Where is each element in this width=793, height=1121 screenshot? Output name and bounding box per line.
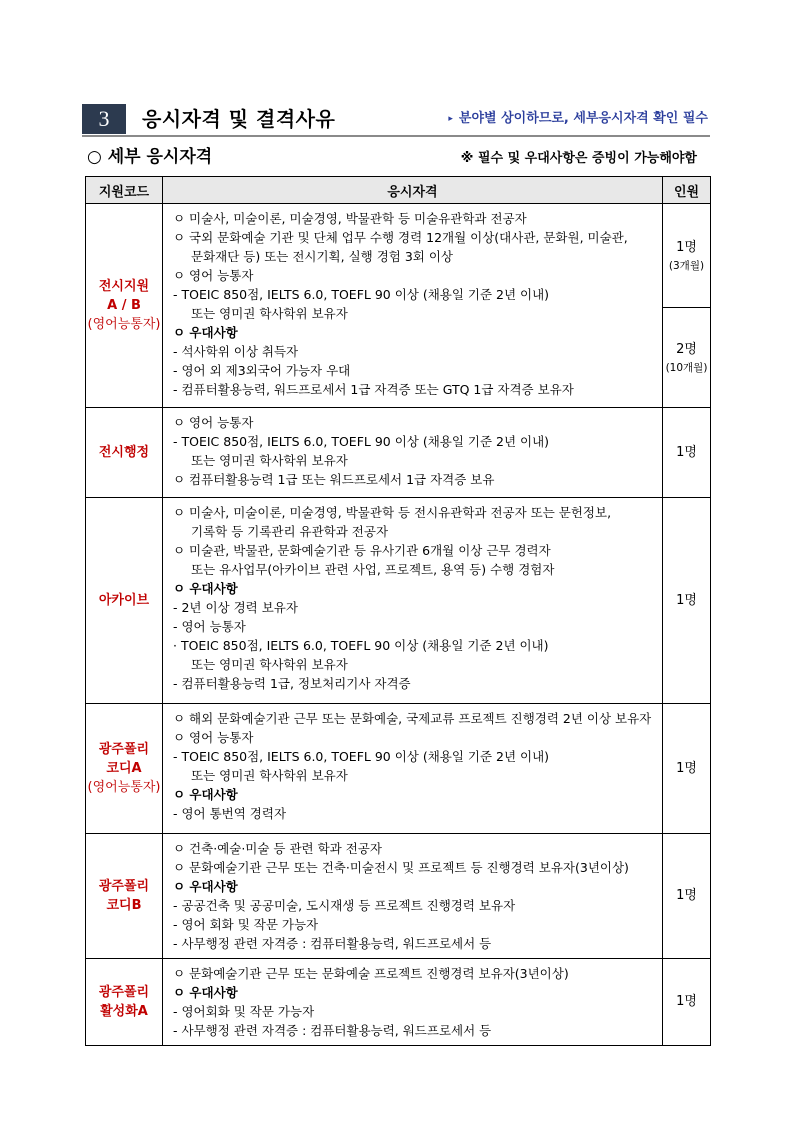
qualification-line: 문화재단 등) 또는 전시기획, 실행 경험 3회 이상 [191, 249, 453, 264]
qualification-cell [163, 834, 663, 959]
support-code-sub: (영어능통자) [87, 317, 161, 332]
qualification-line: ㅇ 문화예술기관 근무 또는 문화예술 프로젝트 진행경력 보유자(3년이상) [173, 966, 569, 981]
qualification-line: 또는 유사업무(아카이브 관련 사업, 프로젝트, 용역 등) 수행 경험자 [191, 562, 555, 577]
qualification-line: - 사무행정 관련 자격증 : 컴퓨터활용능력, 워드프로세서 등 [173, 936, 492, 951]
qualification-line: - 컴퓨터활용능력, 워드프로세서 1급 자격증 또는 GTQ 1급 자격증 보유자 [173, 382, 574, 397]
qualification-line: ㅇ 해외 문화예술기관 근무 또는 문화예술, 국제교류 프로젝트 진행경력 2년 이상 보유자 [173, 711, 652, 726]
qualification-line: - 영어 능통자 [173, 619, 246, 634]
header-count: 인원 [663, 177, 711, 204]
table-row [86, 704, 711, 834]
headcount-cell [663, 408, 711, 498]
qualification-line: - 영어 회화 및 작문 가능자 [173, 917, 319, 932]
support-code [86, 204, 163, 408]
header-code: 지원코드 [86, 177, 163, 204]
headcount-cell [663, 704, 711, 834]
section-note [448, 110, 708, 128]
qualification-line: 또는 영미권 학사학위 보유자 [191, 306, 348, 321]
headcount-value: 1명 [676, 239, 697, 255]
qualification-cell [163, 408, 663, 498]
headcount-period: (10개월) [665, 361, 708, 374]
support-code [86, 408, 163, 498]
headcount-value: 1명 [676, 888, 697, 903]
header-qualification: 응시자격 [163, 177, 663, 204]
preference-heading: ㅇ 우대사항 [173, 787, 238, 802]
table-body [86, 204, 711, 1046]
qualification-line: ㅇ 영어 능통자 [173, 268, 254, 283]
qualification-cell [163, 704, 663, 834]
qualification-cell [163, 204, 663, 408]
headcount-value: 1명 [676, 444, 697, 460]
preference-heading: ㅇ 우대사항 [173, 879, 238, 894]
support-code [86, 959, 163, 1046]
table-row [86, 498, 711, 704]
qualification-line: - TOEIC 850점, IELTS 6.0, TOEFL 90 이상 (채용일 기준 2년 이내) [173, 434, 550, 449]
qualification-line: - 석사학위 이상 취득자 [173, 344, 299, 359]
headcount-period: (3개월) [668, 259, 705, 272]
qualification-cell [163, 959, 663, 1046]
qualification-line: 또는 영미권 학사학위 보유자 [191, 768, 348, 783]
section-header [82, 104, 710, 134]
support-code-line: 전시지원 [98, 279, 150, 294]
support-code [86, 834, 163, 959]
table-row [86, 834, 711, 959]
table-row [86, 408, 711, 498]
qualification-line: - 사무행정 관련 자격증 : 컴퓨터활용능력, 워드프로세서 등 [173, 1023, 492, 1038]
table-row [86, 204, 711, 308]
qualification-line: ㅇ 국외 문화예술 기관 및 단체 업무 수행 경력 12개월 이상(대사관, 문화원, 미술관, [173, 230, 628, 245]
qualification-line: - 영어회화 및 작문 가능자 [173, 1004, 315, 1019]
qualification-line: ㅇ 영어 능통자 [173, 730, 254, 745]
qualification-line: ㅇ 미술관, 박물관, 문화예술기관 등 유사기관 6개월 이상 근무 경력자 [173, 543, 551, 558]
support-code-line: 아카이브 [98, 593, 150, 608]
support-code-line: A / B [107, 298, 141, 313]
headcount-cell [663, 308, 711, 408]
qualification-line: - 2년 이상 경력 보유자 [173, 600, 298, 615]
headcount-value: 1명 [676, 760, 697, 776]
headcount-value: 1명 [676, 592, 697, 608]
support-code-line: 코디B [106, 898, 142, 913]
support-code-line: 활성화A [100, 1004, 148, 1019]
headcount-cell [663, 498, 711, 704]
support-code-line: 코디A [106, 761, 142, 776]
qualification-line: 또는 영미권 학사학위 보유자 [191, 453, 348, 468]
headcount-value: 2명 [676, 341, 697, 357]
qualification-line: · TOEIC 850점, IELTS 6.0, TOEFL 90 이상 (채용일 기준 2년 이내) [173, 638, 549, 653]
support-code-line: 광주폴리 [98, 742, 150, 757]
support-code [86, 704, 163, 834]
qualification-line: ㅇ 컴퓨터활용능력 1급 또는 워드프로세서 1급 자격증 보유 [173, 472, 495, 487]
support-code-line: 전시행정 [98, 445, 150, 460]
requirement-note: ※ 필수 및 우대사항은 증빙이 가능해야함 [460, 151, 697, 166]
section-divider [82, 135, 710, 137]
support-code [86, 498, 163, 704]
qualification-line: ㅇ 미술사, 미술이론, 미술경영, 박물관학 등 미술유관학과 전공자 [173, 211, 527, 226]
qualification-table [85, 176, 711, 1046]
qualification-line: ㅇ 문화예술기관 근무 또는 건축·미술전시 및 프로젝트 등 진행경력 보유자(3년이상) [173, 860, 629, 875]
support-code-line: 광주폴리 [98, 879, 150, 894]
qualification-cell [163, 498, 663, 704]
preference-heading: ㅇ 우대사항 [173, 985, 238, 1000]
qualification-line: ㅇ 건축·예술·미술 등 관련 학과 전공자 [173, 841, 382, 856]
preference-heading: ㅇ 우대사항 [173, 325, 238, 340]
headcount-cell [663, 204, 711, 308]
qualification-line: - TOEIC 850점, IELTS 6.0, TOEFL 90 이상 (채용일 기준 2년 이내) [173, 287, 550, 302]
qualification-line: - 공공건축 및 공공미술, 도시재생 등 프로젝트 진행경력 보유자 [173, 898, 516, 913]
qualification-line: - TOEIC 850점, IELTS 6.0, TOEFL 90 이상 (채용일 기준 2년 이내) [173, 749, 550, 764]
subsection-title: ○ 세부 응시자격 [87, 147, 213, 167]
table-row [86, 959, 711, 1046]
qualification-line: ㅇ 미술사, 미술이론, 미술경영, 박물관학 등 전시유관학과 전공자 또는 문헌정보, [173, 505, 612, 520]
qualification-line: 또는 영미권 학사학위 보유자 [191, 657, 348, 672]
triangle-bullet-icon: ▸ [448, 114, 453, 124]
qualification-line: - 컴퓨터활용능력 1급, 정보처리기사 자격증 [173, 676, 411, 691]
support-code-line: 광주폴리 [98, 985, 150, 1000]
section-note-text: 분야별 상이하므로, 세부응시자격 확인 필수 [458, 111, 708, 126]
qualification-line: 기록학 등 기록관리 유관학과 전공자 [191, 524, 389, 539]
support-code-sub: (영어능통자) [87, 780, 161, 795]
table-header-row [86, 177, 711, 204]
headcount-cell [663, 834, 711, 959]
section-number: 3 [82, 104, 126, 134]
qualification-line: ㅇ 영어 능통자 [173, 415, 254, 430]
headcount-cell [663, 959, 711, 1046]
qualification-line: - 영어 통번역 경력자 [173, 806, 287, 821]
headcount-value: 1명 [676, 994, 697, 1009]
section-title: 응시자격 및 결격사유 [142, 107, 336, 131]
qualification-line: - 영어 외 제3외국어 가능자 우대 [173, 363, 351, 378]
preference-heading: ㅇ 우대사항 [173, 581, 238, 596]
